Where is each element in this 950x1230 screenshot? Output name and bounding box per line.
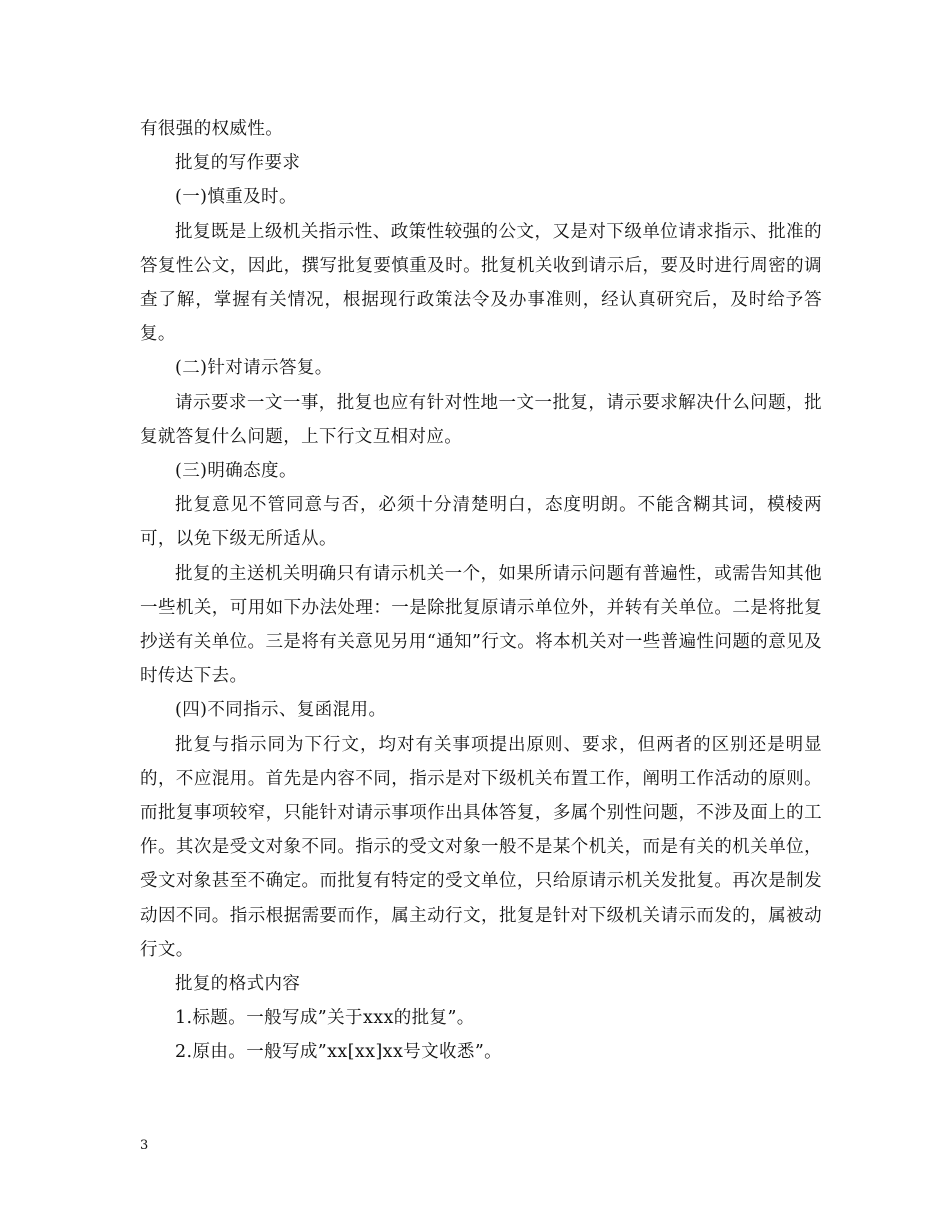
paragraph: 批复与指示同为下行文，均对有关事项提出原则、要求，但两者的区别还是明显的，不应混用。首先是内容不同，指示是对下级机关布置工作，阐明工作活动的原则。而批复事项较窄，只能针对请示事项作出具体答复，多属个别性问题，不涉及面上的工作。其次是受文对象不同。指示的受文对象一般不是某个机关，而是有关的机关单位，受文对象甚至不确定。而批复有特定的受文单位，只给原请示机关发批复。再次是制发动因不同。指示根据需要而作，属主动行文，批复是针对下级机关请示而发的，属被动行文。 — [140, 734, 822, 960]
paragraph-continuation: 有很强的权威性。 — [140, 119, 284, 139]
section-heading-format-content: 批复的格式内容 — [175, 974, 301, 995]
section-heading-writing-requirements: 批复的写作要求 — [175, 153, 301, 174]
subheading-1: (一)慎重及时。 — [175, 187, 297, 208]
page-number: 3 — [140, 1138, 149, 1153]
subheading-4: (四)不同指示、复函混用。 — [175, 700, 387, 721]
list-item-reason: 2.原由。一般写成”xx[xx]xx号文收悉”。 — [175, 1042, 503, 1063]
paragraph: 批复既是上级机关指示性、政策性较强的公文，又是对下级单位请求指示、批准的答复性公文，因此，撰写批复要慎重及时。批复机关收到请示后，要及时进行周密的调查了解，掌握有关情况，根据现行政策法令及办事准则，经认真研究后，及时给予答复。 — [140, 221, 822, 345]
paragraph: 批复的主送机关明确只有请示机关一个，如果所请示问题有普遍性，或需告知其他一些机关，可用如下办法处理：一是除批复原请示单位外，并转有关单位。二是将批复抄送有关单位。三是将有关意见另用“通知”行文。将本机关对一些普遍性问题的意见及时传达下去。 — [140, 563, 822, 687]
list-item-title: 1.标题。一般写成”关于xxx的批复”。 — [175, 1008, 475, 1029]
paragraph: 批复意见不管同意与否，必须十分清楚明白，态度明朗。不能含糊其词，模棱两可，以免下级无所适从。 — [140, 495, 822, 550]
subheading-2: (二)针对请示答复。 — [175, 358, 333, 379]
document-body — [140, 112, 822, 1070]
subheading-3: (三)明确态度。 — [175, 461, 297, 482]
paragraph: 请示要求一文一事，批复也应有针对性地一文一批复，请示要求解决什么问题，批复就答复什么问题，上下行文互相对应。 — [140, 392, 822, 447]
